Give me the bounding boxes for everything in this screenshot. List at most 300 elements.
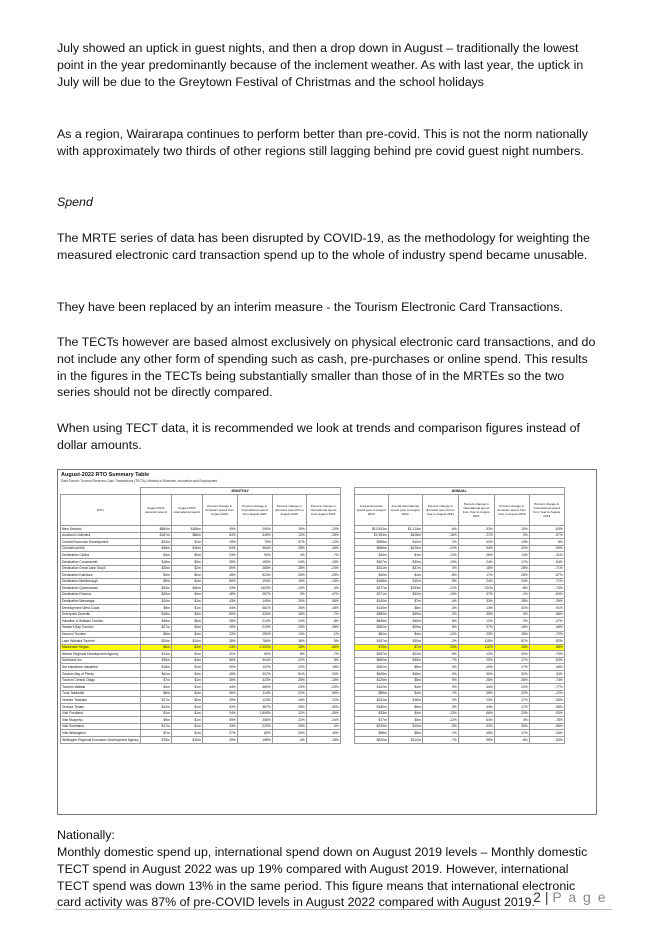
monthly-value-cell: 28% — [202, 638, 237, 645]
monthly-value-cell: 30% — [202, 664, 237, 671]
annual-value-cell: 57% — [494, 638, 529, 645]
monthly-value-cell: $18m — [140, 611, 171, 618]
annual-value-cell: $197m — [354, 638, 388, 645]
gap-cell — [340, 585, 354, 592]
monthly-value-cell: -12% — [306, 539, 340, 546]
annual-value-cell: -2% — [422, 638, 458, 645]
rto-name-cell: Destination Kaikōura — [61, 572, 141, 579]
annual-value-cell: $10m — [388, 578, 422, 585]
monthly-value-cell: 22% — [272, 690, 306, 697]
monthly-value-cell: $3m — [171, 624, 202, 631]
monthly-value-cell: $6m — [140, 631, 171, 638]
monthly-value-cell: 59% — [202, 717, 237, 724]
annual-value-cell: 41% — [458, 539, 494, 546]
annual-value-cell: 112% — [458, 644, 494, 651]
gap-cell — [340, 631, 354, 638]
annual-value-cell: 24% — [458, 578, 494, 585]
annual-value-cell: -16% — [422, 532, 458, 539]
annual-value-cell: -59% — [529, 545, 564, 552]
annual-value-cell: -12% — [422, 717, 458, 724]
monthly-value-cell: $18m — [140, 558, 171, 565]
monthly-value-cell: 14% — [272, 631, 306, 638]
annual-value-cell: -39% — [529, 598, 564, 605]
monthly-value-cell: 5% — [306, 638, 340, 645]
rto-name-cell: Northland Inc. — [61, 657, 141, 664]
annual-value-cell: 16% — [494, 631, 529, 638]
annual-value-cell: -8% — [422, 572, 458, 579]
monthly-value-cell: 20% — [272, 730, 306, 737]
monthly-value-cell: 22% — [272, 717, 306, 724]
monthly-value-cell: $13m — [140, 651, 171, 658]
spend-heading: Spend — [57, 195, 93, 209]
table-row — [61, 717, 565, 724]
monthly-value-cell: -1% — [306, 631, 340, 638]
rto-name-cell: Mackenzie Region — [61, 644, 141, 651]
annual-value-cell: -1% — [494, 591, 529, 598]
annual-value-cell: -82% — [529, 638, 564, 645]
annual-value-cell: -34% — [529, 730, 564, 737]
annual-value-cell: $646m — [354, 618, 388, 625]
monthly-value-cell: 153% — [237, 558, 272, 565]
annual-value-cell: 28% — [494, 598, 529, 605]
monthly-value-cell: $24m — [140, 638, 171, 645]
rto-name-cell: Tourism Central Otago — [61, 677, 141, 684]
annual-value-cell: $10m — [388, 723, 422, 730]
annual-value-cell: -5% — [422, 578, 458, 585]
rto-name-cell: Ventura Timaru — [61, 704, 141, 711]
annual-value-cell: $5m — [388, 717, 422, 724]
annual-value-cell: 131% — [458, 585, 494, 592]
nationally-heading: Nationally: — [57, 828, 115, 842]
monthly-value-cell: 285% — [237, 565, 272, 572]
monthly-value-cell: 12% — [306, 697, 340, 704]
annual-value-cell: -34% — [529, 671, 564, 678]
table-row — [61, 638, 565, 645]
monthly-value-cell: 786% — [237, 638, 272, 645]
gap-cell — [340, 624, 354, 631]
gap-cell — [340, 690, 354, 697]
page-footer — [533, 889, 607, 905]
monthly-value-cell: $1m — [171, 690, 202, 697]
monthly-value-cell: -23% — [306, 684, 340, 691]
monthly-value-cell: -4% — [306, 585, 340, 592]
monthly-value-cell: -45% — [306, 710, 340, 717]
gap-cell — [340, 723, 354, 730]
tect-intro-paragraph: They have been replaced by an interim measure - the Tourism Electronic Card Transactions. — [57, 300, 563, 314]
monthly-value-cell: 25% — [272, 677, 306, 684]
monthly-value-cell: -15% — [306, 558, 340, 565]
annual-value-cell: $8m — [388, 605, 422, 612]
annual-value-cell: $428m — [388, 532, 422, 539]
monthly-value-cell: 307% — [237, 671, 272, 678]
annual-value-cell: $230m — [354, 723, 388, 730]
rto-name-cell: Tourism Waitaki — [61, 684, 141, 691]
header-monthly-1: August 2022 international spend — [171, 495, 202, 526]
region-paragraph: As a region, Wairarapa continues to perform better than pre-covid. This is not the norm nationally with approximately two thirds of other regions still lagging behind pre covid guest night numbers. — [57, 127, 589, 158]
annual-value-cell: 28% — [458, 677, 494, 684]
monthly-value-cell: 28% — [272, 644, 306, 651]
rto-name-cell: Hamilton & Waikato Tourism — [61, 618, 141, 625]
monthly-value-cell: -16% — [306, 545, 340, 552]
gap-cell — [340, 671, 354, 678]
annual-value-cell: $6m — [388, 730, 422, 737]
rto-name-cell: Auckland Unlimited — [61, 532, 141, 539]
gap-cell — [340, 558, 354, 565]
annual-value-cell: $241m — [354, 697, 388, 704]
annual-value-cell: 34% — [458, 545, 494, 552]
gap-cell — [340, 737, 354, 744]
monthly-value-cell: $1m — [171, 631, 202, 638]
gap-cell — [340, 638, 354, 645]
monthly-value-cell: 28% — [306, 624, 340, 631]
monthly-value-cell: 367% — [237, 704, 272, 711]
monthly-value-cell: $2m — [171, 565, 202, 572]
annual-value-cell: 13% — [458, 605, 494, 612]
monthly-value-cell: $66m — [171, 532, 202, 539]
monthly-value-cell: 43% — [202, 585, 237, 592]
annual-value-cell: -4% — [422, 605, 458, 612]
annual-value-cell: -12% — [422, 585, 458, 592]
monthly-value-cell: 49% — [202, 697, 237, 704]
annual-value-cell: -2% — [422, 611, 458, 618]
monthly-value-cell: 37% — [272, 539, 306, 546]
monthly-value-cell: 24% — [202, 644, 237, 651]
table-row — [61, 671, 565, 678]
header-annual-2: Percent change in domestic spend from Year to August 2021 — [422, 495, 458, 526]
annual-value-cell: 12% — [458, 618, 494, 625]
monthly-value-cell: 147% — [237, 664, 272, 671]
monthly-value-cell: 8% — [306, 657, 340, 664]
annual-value-cell: -31% — [529, 552, 564, 559]
monthly-value-cell: 3% — [272, 591, 306, 598]
monthly-value-cell: 524% — [237, 572, 272, 579]
monthly-value-cell: 45% — [202, 572, 237, 579]
monthly-value-cell: 65% — [306, 690, 340, 697]
monthly-value-cell: $1m — [171, 723, 202, 730]
annual-value-cell: -58% — [529, 611, 564, 618]
annual-value-cell: $126m — [354, 677, 388, 684]
intro-paragraph: July showed an uptick in guest nights, and then a drop down in August – traditionally the lowest point in the year predominantly because of the inclement weather. As with last year, the uptick in July will be due to the Greytown Festival of Christmas and the school holidays — [57, 41, 584, 89]
monthly-value-cell: $1m — [171, 578, 202, 585]
table-row — [61, 618, 565, 625]
annual-value-cell: 2% — [422, 697, 458, 704]
annual-value-cell: 13% — [494, 539, 529, 546]
monthly-value-cell: 56% — [202, 657, 237, 664]
annual-value-cell: 3% — [422, 664, 458, 671]
monthly-value-cell: -10% — [272, 585, 306, 592]
table-row — [61, 664, 565, 671]
annual-value-cell: 17% — [494, 704, 529, 711]
monthly-value-cell: 581% — [237, 605, 272, 612]
monthly-value-cell: 294% — [237, 526, 272, 533]
monthly-value-cell: $1m — [171, 598, 202, 605]
annual-value-cell: $1,214m — [388, 526, 422, 533]
monthly-value-cell: $10m — [171, 737, 202, 744]
gap-cell — [340, 717, 354, 724]
monthly-value-cell: 60% — [237, 651, 272, 658]
annual-value-cell: -9% — [422, 651, 458, 658]
monthly-value-cell: 25% — [272, 704, 306, 711]
gap-cell — [340, 565, 354, 572]
annual-value-cell: $7m — [388, 598, 422, 605]
monthly-value-cell: $850m — [140, 526, 171, 533]
gap-cell — [340, 526, 354, 533]
annual-value-cell: $40m — [354, 572, 388, 579]
annual-value-cell: -12% — [422, 631, 458, 638]
monthly-value-cell: $1m — [140, 710, 171, 717]
monthly-value-cell: $41m — [140, 671, 171, 678]
monthly-value-cell: $4m — [171, 671, 202, 678]
gap-cell — [340, 572, 354, 579]
monthly-value-cell: $18m — [140, 664, 171, 671]
monthly-value-cell: 49% — [202, 526, 237, 533]
monthly-value-cell: -7% — [306, 651, 340, 658]
monthly-value-cell: 23% — [202, 631, 237, 638]
monthly-value-cell: 12% — [272, 532, 306, 539]
header-annual-1: Annual international spend year to August 2022 — [388, 495, 422, 526]
annual-value-cell: 44% — [458, 704, 494, 711]
monthly-value-cell: 90% — [237, 552, 272, 559]
monthly-value-cell: 255% — [237, 717, 272, 724]
monthly-value-cell: $188m — [171, 526, 202, 533]
monthly-value-cell: $1m — [171, 717, 202, 724]
rto-summary-table — [60, 487, 565, 744]
annual-value-cell: 88% — [529, 644, 564, 651]
monthly-value-cell: -13% — [306, 526, 340, 533]
annual-value-cell: $22m — [388, 651, 422, 658]
table-row — [61, 684, 565, 691]
rto-name-cell: Hawke's Bay Tourism — [61, 624, 141, 631]
monthly-value-cell: 34% — [202, 605, 237, 612]
header-annual-0: Annual domestic spend year to August 2022 — [354, 495, 388, 526]
annual-value-cell: $4m — [388, 690, 422, 697]
monthly-value-cell: 40% — [306, 730, 340, 737]
monthly-value-cell: -25% — [306, 532, 340, 539]
annual-value-cell: 12% — [422, 552, 458, 559]
table-row — [61, 611, 565, 618]
monthly-value-cell: $1m — [171, 651, 202, 658]
monthly-value-cell: $1m — [171, 605, 202, 612]
annual-value-cell: $4m — [388, 631, 422, 638]
monthly-value-cell: $16m — [171, 545, 202, 552]
annual-value-cell: $32m — [388, 591, 422, 598]
annual-value-cell: 0% — [422, 565, 458, 572]
header-annual-3: Percent change in international spend from Year to August 2021 — [458, 495, 494, 526]
monthly-value-cell: -8% — [306, 618, 340, 625]
monthly-value-cell: 70% — [237, 539, 272, 546]
gap-cell — [340, 684, 354, 691]
annual-value-cell: 6% — [422, 618, 458, 625]
annual-value-cell: -6% — [422, 526, 458, 533]
monthly-value-cell: $0m — [171, 572, 202, 579]
monthly-value-cell: $4m — [171, 591, 202, 598]
annual-value-cell: 22% — [494, 684, 529, 691]
header-monthly-0: August 2022 domestic spend — [140, 495, 171, 526]
annual-value-cell: 17% — [494, 697, 529, 704]
table-row — [61, 578, 565, 585]
rto-name-cell: Destination Coromandel — [61, 558, 141, 565]
annual-value-cell: -74% — [529, 677, 564, 684]
rto-name-cell: Visit Ruapehu — [61, 717, 141, 724]
annual-value-cell: 12% — [458, 651, 494, 658]
rto-name-cell: Destination Rotorua — [61, 591, 141, 598]
table-body — [61, 526, 565, 744]
monthly-value-cell: 323% — [237, 677, 272, 684]
annual-value-cell: -93% — [529, 710, 564, 717]
annual-value-cell: 18% — [458, 565, 494, 572]
tect-detail-paragraph: The TECTs however are based almost exclusively on physical electronic card transactions, and do not include any other form of spending such as cash, pre-purchases or online spend. This results in the figures in the TECTs being substantially smaller than those of in the MRTEs so the two series should not be directly compared. — [57, 335, 596, 400]
annual-value-cell: $820m — [354, 737, 388, 744]
annual-value-cell: -35% — [529, 697, 564, 704]
rto-name-cell: Visit Southland — [61, 723, 141, 730]
rto-name-cell: Destination Wairarapa — [61, 598, 141, 605]
monthly-value-cell: 49% — [202, 737, 237, 744]
monthly-value-cell: 149% — [237, 598, 272, 605]
annual-value-cell: $5m — [388, 677, 422, 684]
monthly-value-cell: $8m — [140, 605, 171, 612]
header-annual-4: Percent change in domestic spend from Year to August 2019 — [494, 495, 529, 526]
gap-cell — [340, 710, 354, 717]
annual-value-cell: 17% — [494, 657, 529, 664]
table-row — [61, 585, 565, 592]
annual-value-cell: $98m — [354, 730, 388, 737]
monthly-value-cell: 24% — [272, 558, 306, 565]
monthly-value-cell: 123% — [237, 697, 272, 704]
annual-value-cell: 23% — [458, 697, 494, 704]
annual-value-cell: $43m — [354, 552, 388, 559]
annual-value-cell: 9% — [494, 611, 529, 618]
monthly-value-cell: 43% — [202, 598, 237, 605]
rto-name-cell: Not elsewhere classified — [61, 664, 141, 671]
monthly-value-cell: -24% — [306, 565, 340, 572]
rto-name-cell: Central Economic Development — [61, 539, 141, 546]
annual-value-cell: $70m — [354, 644, 388, 651]
monthly-value-cell: 23% — [202, 552, 237, 559]
monthly-value-cell: 229% — [237, 723, 272, 730]
monthly-value-cell: -18% — [306, 605, 340, 612]
monthly-value-cell: $1m — [171, 664, 202, 671]
annual-value-cell: -46% — [529, 624, 564, 631]
monthly-value-cell: 12% — [272, 710, 306, 717]
gap-cell — [340, 644, 354, 651]
annual-value-cell: 22% — [494, 690, 529, 697]
monthly-value-cell: 54% — [202, 545, 237, 552]
monthly-value-cell: 1403% — [237, 585, 272, 592]
annual-value-cell: $271m — [354, 591, 388, 598]
monthly-value-cell: $7m — [140, 677, 171, 684]
monthly-value-cell: $1m — [171, 704, 202, 711]
monthly-value-cell: 26% — [272, 572, 306, 579]
annual-value-cell: $29m — [388, 611, 422, 618]
monthly-value-cell: -47% — [306, 591, 340, 598]
monthly-value-cell: $3m — [171, 558, 202, 565]
annual-value-cell: $307m — [354, 558, 388, 565]
annual-value-cell: -13% — [422, 591, 458, 598]
annual-value-cell: -58% — [529, 704, 564, 711]
table-row — [61, 657, 565, 664]
annual-value-cell: $4m — [388, 684, 422, 691]
monthly-value-cell: 38% — [202, 677, 237, 684]
monthly-value-cell: 326% — [237, 611, 272, 618]
annual-value-cell: -73% — [529, 585, 564, 592]
monthly-value-cell: 28% — [272, 565, 306, 572]
table-row — [61, 730, 565, 737]
monthly-value-cell: $187m — [140, 532, 171, 539]
annual-value-cell: 17% — [494, 558, 529, 565]
annual-value-cell: 33% — [458, 723, 494, 730]
annual-value-cell: 2% — [422, 539, 458, 546]
table-row — [61, 651, 565, 658]
rto-name-cell: Lake Wānaka Tourism — [61, 638, 141, 645]
nationally-paragraph: Monthly domestic spend up, international spend down on August 2019 levels – Monthly domestic TECT spend in August 2022 was up 19% compared with August 2019. However, international TECT spend was down 13% in the same period. This figure means that international electronic card activity was 87% of pre-COVID levels in August 2022 compared with August 2019. — [57, 845, 588, 910]
annual-value-cell: $140m — [354, 598, 388, 605]
monthly-value-cell: $25m — [140, 565, 171, 572]
monthly-value-cell: 384% — [237, 545, 272, 552]
monthly-value-cell: 257% — [237, 591, 272, 598]
monthly-value-cell: -25% — [306, 572, 340, 579]
monthly-value-cell: -7% — [306, 611, 340, 618]
column-header-row — [61, 495, 565, 526]
annual-value-cell: -13% — [422, 710, 458, 717]
monthly-value-cell: $10m — [171, 638, 202, 645]
rto-name-cell: Trust Tairāwhiti — [61, 690, 141, 697]
annual-value-cell: $30m — [388, 558, 422, 565]
annual-value-cell: 18% — [494, 624, 529, 631]
monthly-value-cell: $6m — [140, 690, 171, 697]
annual-value-cell: $30m — [388, 638, 422, 645]
annual-value-cell: $6m — [388, 704, 422, 711]
monthly-value-cell: $1m — [171, 677, 202, 684]
monthly-value-cell: $2m — [171, 644, 202, 651]
table-row — [61, 690, 565, 697]
annual-value-cell: $126m — [388, 545, 422, 552]
annual-value-cell: $566m — [354, 545, 388, 552]
annual-value-cell: 35% — [458, 737, 494, 744]
annual-value-cell: 3% — [422, 704, 458, 711]
annual-value-cell: -47% — [529, 618, 564, 625]
annual-value-cell: $140m — [354, 605, 388, 612]
monthly-value-cell: 480% — [237, 684, 272, 691]
gap-cell — [340, 598, 354, 605]
monthly-value-cell: -7% — [306, 552, 340, 559]
annual-value-cell: -4% — [422, 598, 458, 605]
annual-value-cell: -72% — [529, 631, 564, 638]
monthly-value-cell: $48m — [140, 618, 171, 625]
annual-value-cell: 40% — [458, 664, 494, 671]
page-number: 2 | — [533, 889, 549, 905]
header-gap — [340, 495, 354, 526]
annual-value-cell: 17% — [458, 572, 494, 579]
monthly-value-cell: $3m — [171, 611, 202, 618]
monthly-value-cell: 12% — [272, 618, 306, 625]
monthly-value-cell: 18% — [272, 611, 306, 618]
gap-cell — [340, 532, 354, 539]
annual-value-cell: 6% — [422, 624, 458, 631]
monthly-value-cell: $2m — [171, 697, 202, 704]
monthly-value-cell: 250% — [237, 631, 272, 638]
monthly-value-cell: 36% — [202, 690, 237, 697]
monthly-value-cell: $12m — [140, 704, 171, 711]
annual-value-cell: 45% — [458, 730, 494, 737]
monthly-value-cell: 349% — [237, 532, 272, 539]
monthly-value-cell: 304% — [237, 657, 272, 664]
monthly-value-cell: $9m — [140, 578, 171, 585]
annual-value-cell: -71% — [529, 578, 564, 585]
monthly-value-cell: 49% — [202, 624, 237, 631]
annual-value-cell: $193m — [388, 585, 422, 592]
annual-value-cell: -3% — [422, 723, 458, 730]
rto-name-cell: Destination Queenstown — [61, 585, 141, 592]
